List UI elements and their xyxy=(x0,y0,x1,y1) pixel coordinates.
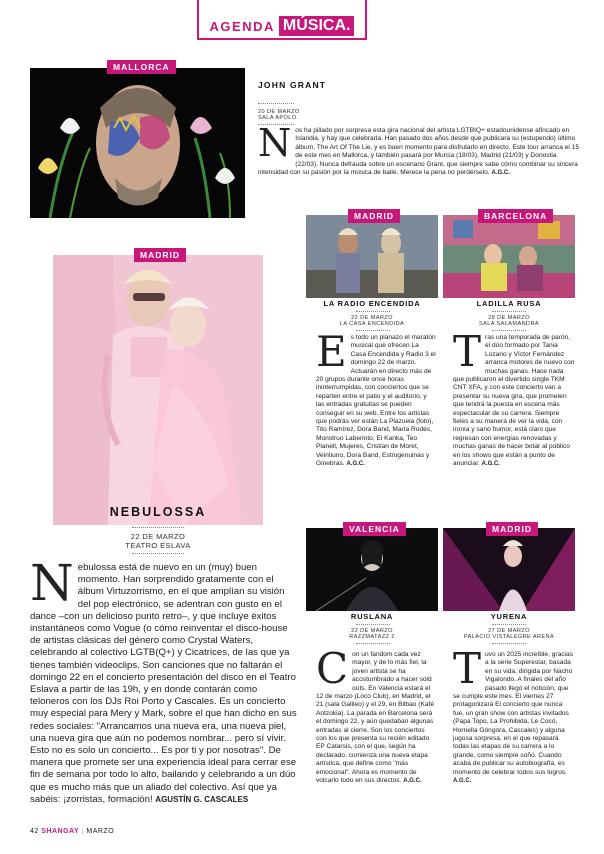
ruslana-venue: RAZZMATAZZ 2 xyxy=(349,634,395,640)
divider xyxy=(258,103,294,104)
nebulossa-venue: TEATRO ESLAVA xyxy=(125,541,191,550)
article-body: os ha pillado por sorpresa esta gira nacional del artista LGTBIQ+ estadounidense afincado en Islandia, y hay que celebrarla. Han pasado dos años desde que publicara su (estupendo) último álbum, The Art Of The Lie, y es buen momento para disfrutarlo en directo. Este tour arranca el 15 de este mes en Mallorca, y también pasará por Murcia (18/03), Madrid (21/03) y Donostia (22/03). Nunca defrauda sobre un escenario Grant, que siempre sabe cómo combinar su sincera intensidad con su pasión por la música de baile. Merece la pena no perdérselo. xyxy=(258,127,580,177)
signature: A.G.C. xyxy=(453,778,472,785)
portrait-face-paint-flowers-icon xyxy=(30,68,245,218)
ladilla-rusa-photo xyxy=(443,215,575,298)
divider xyxy=(492,643,526,644)
page-footer: 42 SHANGAY | MARZO xyxy=(30,828,115,835)
city-tag-madrid: MADRID xyxy=(134,248,186,262)
city-tag-valencia: VALENCIA xyxy=(343,522,406,536)
la-radio-encendida-photo xyxy=(306,215,438,298)
couple-pink-outfits-icon xyxy=(53,255,263,525)
ruslana-article xyxy=(316,644,436,786)
ruslana-photo xyxy=(306,528,438,611)
section-header xyxy=(197,0,367,40)
ladilla-rusa-article xyxy=(453,327,575,469)
john-grant-venue: SALA APOLO xyxy=(258,115,297,121)
dropcap: N xyxy=(258,121,292,165)
artist-la-radio-encendida: LA RADIO ENCENDIDA xyxy=(323,299,421,308)
john-grant-date: 20 DE MARZO xyxy=(258,109,300,115)
dropcap: T xyxy=(453,644,482,693)
divider xyxy=(492,330,526,331)
dropcap: N xyxy=(30,554,74,612)
ladilla-rusa-venue: SALA SALAMANDRA xyxy=(478,321,540,327)
article-body: ebulossa está de nuevo en un (muy) buen momento. Han sorprendido gratamente con el álbum Virtuzorrismo, en el que amplían su visión del pop electrónico, se adentran con gusto en el dance –con un delicioso punto retro–, y que incluye éxitos instantáneos como Vogue (o cómo reinventar el disco-house de artistas clásicas del género como Crystal Waters, celebrando al colectivo LGTB(Q+) y Cicatrices, de las que ya tienes también videoclips. Son canciones que no faltarán el domingo 22 en el concierto presentación del disco en el Teatro Eslava a partir de las 19h, y en donde contarán como teloneros con los DJs Roi Porto y Cascales. Es un concierto muy especial para Mery y Mark, sobre el que han dicho en sus redes sociales: "Arrancamos una nueva era, una nueva piel, una nueva gira que aún no podemos nombrar... pero sí vivir. Esto no es solo un concierto... Es por ti y por nosotras". De manera que promete ser una experiencia ideal para cerrar ese fin de semana por todo lo alto, bailando y celebrando a un dúo que es mucho más que un aliado del colectivo. Así que ya sabéis: ¡zorristas, formación! xyxy=(30,562,297,805)
la-radio-encendida-venue: LA CASA ENCENDIDA xyxy=(339,321,405,327)
divider xyxy=(356,624,390,625)
artist-ladilla-rusa: LADILLA RUSA xyxy=(476,299,542,308)
article-body: on un fandom cada vez mayor, y de lo más fiel, la joven artista se ha acostumbrado a hacer sold outs. En Valencia estará el 12 de marzo (Loco Club), en Madrid, el 21 (sala Galileo) y el 29, en Bilbao (Kafé Antzokia). La parada en Barcelona será el domingo 22, y aún quedaban algunas entradas al cierre. Son los conciertos con los que presenta su recién editado EP Catarsis, con el que, según ha declarado, comienza una nueva etapa artística, que define como "más emocional". Ahora es momento de volcarlo todo en sus directos. xyxy=(316,651,435,785)
article-body: uvo un 2025 increíble, gracias a la serie Superestar, basada en su vida, dirigida por Nacho Vigalondo. A finales del año pasado llegó el notición, que se cumple este mes. El viernes 27 protagonizará El concierto que nunca fue, un gran show con artistas invitados (Papa Topo, La Prohibida, Le Cocó, Hornella Góngora, Cascales) y alguna jugosa sorpresa, en el que repasará todas las etapas de su carrera a lo grande, como siempre soñó. Cuando acaba de publicar su autobiografía, es momento de celebrar todos sus logros. xyxy=(453,651,573,776)
signature: A.G.C. xyxy=(481,461,500,468)
divider xyxy=(492,311,526,312)
dropcap: C xyxy=(316,644,349,693)
signature: AGUSTÍN G. CASCALES xyxy=(155,794,249,804)
header-music: MÚSICA. xyxy=(279,16,355,36)
divider xyxy=(356,330,390,331)
yurena-article xyxy=(453,644,575,786)
artist-ruslana: RUSLANA xyxy=(350,612,394,621)
yurena-date: 27 DE MARZO xyxy=(488,628,530,634)
john-grant-article xyxy=(258,121,580,177)
ladilla-rusa-date: 28 DE MARZO xyxy=(488,315,530,321)
yurena-photo xyxy=(443,528,575,611)
signature: A.G.C. xyxy=(346,461,365,468)
signature: A.G.C. xyxy=(491,170,510,177)
city-tag-madrid: MADRID xyxy=(348,209,400,223)
divider xyxy=(132,527,184,528)
article-body: ras una temporada de parón, el dúo formado por Tania Lozano y Víctor Fernández arranca motores de nuevo con muchas ganas. Hace nada que publicaron el divertido single TKM CNT XFA, y con este concierto van a presentar su nueva gira, que prometen que tendrá la puesta en escena más espectacular de su carrera. Siempre fieles a su manera de ver la vida, con ironía y sano humor, está claro que regresan con energías renovadas y muchas ganas de hacer botar al público en los shows que están a punto de anunciar. xyxy=(453,334,575,468)
dropcap: T xyxy=(453,327,482,376)
header-agenda: AGENDA xyxy=(209,18,275,34)
artist-yurena: YURENA xyxy=(490,612,528,621)
ruslana-date: 22 DE MARZO xyxy=(351,628,393,634)
city-tag-madrid: MADRID xyxy=(486,522,538,536)
nebulossa-date: 22 DE MARZO xyxy=(130,532,186,541)
month: MARZO xyxy=(86,828,115,835)
artist-john-grant: JOHN GRANT xyxy=(258,80,327,90)
divider xyxy=(492,624,526,625)
brand: SHANGAY xyxy=(41,828,80,835)
nebulossa-photo xyxy=(53,255,263,525)
la-radio-encendida-date: 22 DE MARZO xyxy=(351,315,393,321)
la-radio-encendida-article xyxy=(316,327,436,469)
artist-nebulossa: NEBULOSSA xyxy=(109,505,207,519)
divider xyxy=(132,553,184,554)
yurena-venue: PALACIO VISTALEGRE ARENA xyxy=(463,634,555,640)
dropcap: E xyxy=(316,327,347,376)
article-body: s todo un planazo el maratón musical que ofrecen La Casa Encendida y Radio 3 el domingo 22 de marzo. Actuarán en directo más de 20 grupos durante once horas ininterrumpidas, con conciertos que se reparten entre el patio y el auditorio, y las entradas gratuitas se pueden conseguir en su web. Entre los artistas que podrás ver están La Plazuela (foto), Tito Ramírez, Dora Band, María Rodés, Monstruo Laberinto, El Kanka, Teo Planell, Mujeres, Cristian de Moret, Veintiuno, Dora Band, Estrogenuinas y Ginebras. xyxy=(316,334,436,468)
city-tag-barcelona: BARCELONA xyxy=(478,209,553,223)
nebulossa-article xyxy=(30,554,298,806)
page-number: 42 xyxy=(30,828,39,835)
divider xyxy=(356,643,390,644)
signature: A.G.C. xyxy=(403,778,422,785)
john-grant-photo xyxy=(30,68,245,218)
city-tag-mallorca: MALLORCA xyxy=(107,60,176,74)
divider xyxy=(356,311,390,312)
